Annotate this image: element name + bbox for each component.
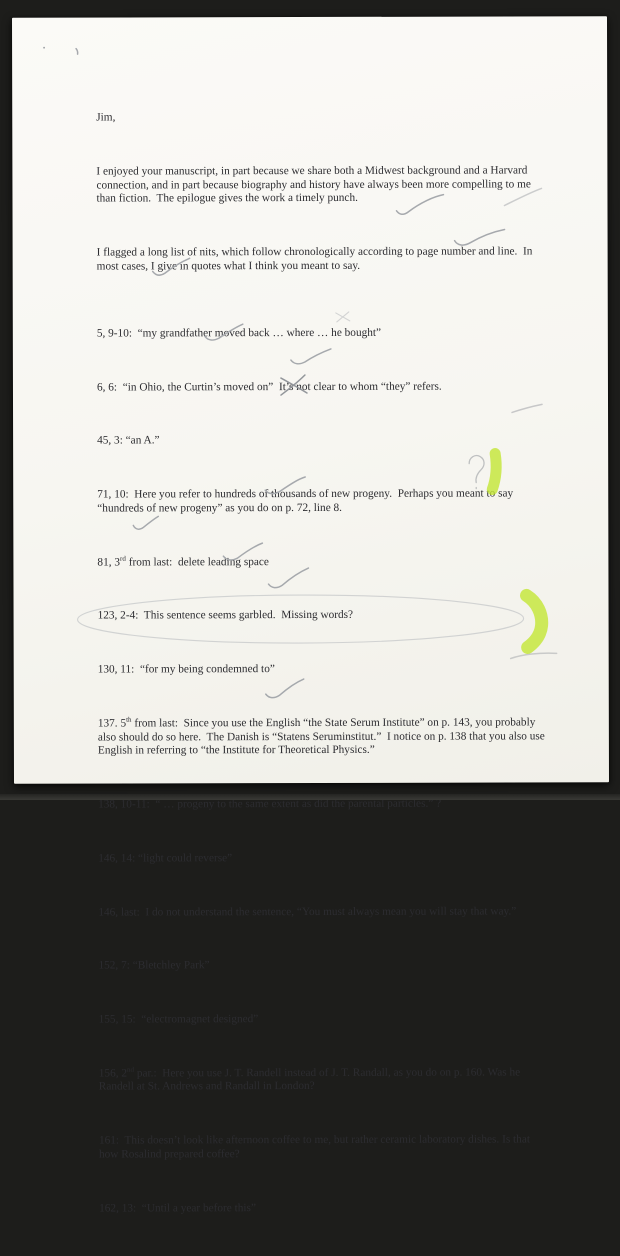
letter-page bbox=[12, 16, 609, 1215]
nit-item-p162: 162, 13: “Until a year before this” bbox=[99, 1201, 256, 1215]
nit-item-p161: 161: This doesn’t look like afternoon coffee to me, but rather ceramic laboratory dishes. Is that how Rosalind prepared coffee? bbox=[98, 1133, 533, 1161]
nit-item-p130: 130, 11: “for my being condemned to” bbox=[97, 663, 275, 676]
nit-item-p155: 155, 15: “electromagnet designed” bbox=[98, 1013, 259, 1026]
nit-item-p71: 71, 10: Here you refer to hundreds of thousands of new progeny. Perhaps you meant to say “hundreds of new progeny” as you do on p. 72, line 8. bbox=[97, 487, 516, 515]
nit-item-p138: 138, 10-11: “ … progeny to the same extent as did the parental particles.” ? bbox=[98, 797, 442, 811]
nit-item-p123: 123, 2-4: This sentence seems garbled. Missing words? bbox=[97, 609, 354, 622]
nit-item-p137: 137. 5th from last: Since you use the English “the State Serum Institute” on p. 143, you probably also should do so here. The Danish is “Statens Seruminstitut.” I notice on p. 138 that you also use English in referring to “the Institute for Theoretical Physics.” bbox=[97, 715, 548, 757]
nit-item-p152: 152, 7: “Bletchley Park” bbox=[98, 959, 210, 972]
nit-item-p6: 6, 6: “in Ohio, the Curtin’s moved on” It’s not clear to whom “they” refers. bbox=[96, 380, 442, 394]
ordinal-superscript: th bbox=[126, 715, 132, 724]
nit-item-p146-14: 146, 14: “light could reverse” bbox=[98, 851, 233, 865]
intro-paragraph-2: I flagged a long list of nits, which follow chronologically according to page number and line. In most cases, I give in quotes what I think you meant to say. bbox=[96, 245, 536, 273]
nit-item-p45: 45, 3: “an A.” bbox=[97, 434, 160, 448]
nit-item-p81: 81, 3rd from last: delete leading space bbox=[97, 554, 269, 569]
ordinal-superscript: rd bbox=[119, 554, 126, 563]
letter-body bbox=[12, 16, 610, 1256]
ordinal-superscript: nd bbox=[126, 1065, 135, 1074]
nit-item-p156: 156, 2nd par.: Here you use J. T. Randell instead of J. T. Randall, as you do on p. 160. Was he Randell at St. Andrews and Randall in London? bbox=[98, 1065, 524, 1093]
nit-item-p5: 5, 9-10: “my grandfather moved back … where … he bought” bbox=[96, 326, 382, 340]
intro-paragraph-1: I enjoyed your manuscript, in part because we share both a Midwest background and a Harvard connection, and in part because biography and history have always been more compelling to me than fiction. The epilogue gives the work a timely punch. bbox=[96, 164, 534, 205]
nit-item-p146-last: 146, last: I do not understand the sentence, “You must always mean you will stay that way.” bbox=[98, 904, 517, 919]
salutation: Jim, bbox=[96, 111, 116, 124]
